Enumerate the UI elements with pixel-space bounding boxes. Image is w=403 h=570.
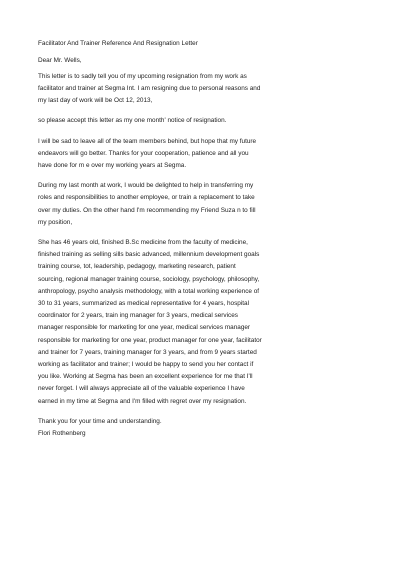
closing-line: Thank you for your time and understanding. (38, 417, 162, 425)
paragraph-line: responsible for marketing for one year, product manager for one year, facilitator (38, 336, 262, 344)
paragraph-resignation-notice (38, 71, 278, 108)
paragraph-line: finished training as selling sills basic advanced, millennium development goals (38, 251, 260, 259)
salutation: Dear Mr. Wells, (38, 56, 82, 64)
paragraph-line: During my last month at work, I would be delighted to help in transferring my (38, 182, 254, 190)
paragraph-line: and trainer for 7 years, training manager for 3 years, and from 9 years started (38, 348, 257, 356)
paragraph-line: She has 46 years old, finished B.Sc medicine from the faculty of medicine, (38, 239, 248, 247)
paragraph-thanks (38, 136, 278, 173)
paragraph-line: sourcing, regional manager training course, sociology, psychology, philosophy, (38, 275, 260, 283)
paragraph-line: have done for m e over my working years at Segma. (38, 162, 187, 170)
paragraph-line: never forget. I will always appreciate all of the valuable experience I have (38, 385, 245, 393)
paragraph-line: manager responsible for marketing for one year, medical services manager (38, 324, 251, 332)
paragraph-transition (38, 180, 278, 229)
paragraph-line: 30 to 31 years, summarized as medical representative for 4 years, hospital (38, 300, 249, 308)
signature-name: Flori Rothenberg (38, 430, 86, 438)
paragraph-line: I will be sad to leave all of the team members behind, but hope that my future (38, 137, 257, 145)
paragraph-line: coordinator for 2 years, train ing manager for 3 years, medical services (38, 312, 238, 320)
paragraph-reference (38, 237, 278, 408)
paragraph-line: This letter is to sadly tell you of my upcoming resignation from my work as (38, 72, 247, 80)
paragraph-line: training course, tot, leadership, pedagogy, marketing research, patient (38, 263, 236, 271)
paragraph-line: working as facilitator and trainer; I would be happy to send you her contact if (38, 361, 254, 369)
paragraph-line: my position, (38, 218, 73, 226)
paragraph-line: so please accept this letter as my one month' notice of resignation. (38, 117, 227, 125)
paragraph-line: my last day of work will be Oct 12, 2013, (38, 97, 153, 105)
letter-title: Facilitator And Trainer Reference And Resignation Letter (38, 40, 198, 47)
paragraph-line: endeavors will go better. Thanks for your cooperation, patience and all you (38, 149, 249, 157)
letter-body (38, 38, 278, 440)
paragraph-line: earned in my time at Segma and I'm filled with regret over my resignation. (38, 397, 247, 405)
paragraph-line: roles and responsibilities to another employee, or train a replacement to take (38, 194, 255, 202)
paragraph-line: facilitator and trainer at Segma Int. I am resigning due to personal reasons and (38, 85, 261, 92)
paragraph-line: you like. Working at Segma has been an excellent experience for me that I'll (38, 373, 253, 381)
paragraph-line: anthropology, psycho analysis methodology, with a total working experience of (38, 287, 260, 295)
paragraph-line: over my duties. On the other hand I'm recommending my Friend Suza n to fill (38, 206, 256, 214)
paragraph-accept-notice (38, 115, 278, 127)
